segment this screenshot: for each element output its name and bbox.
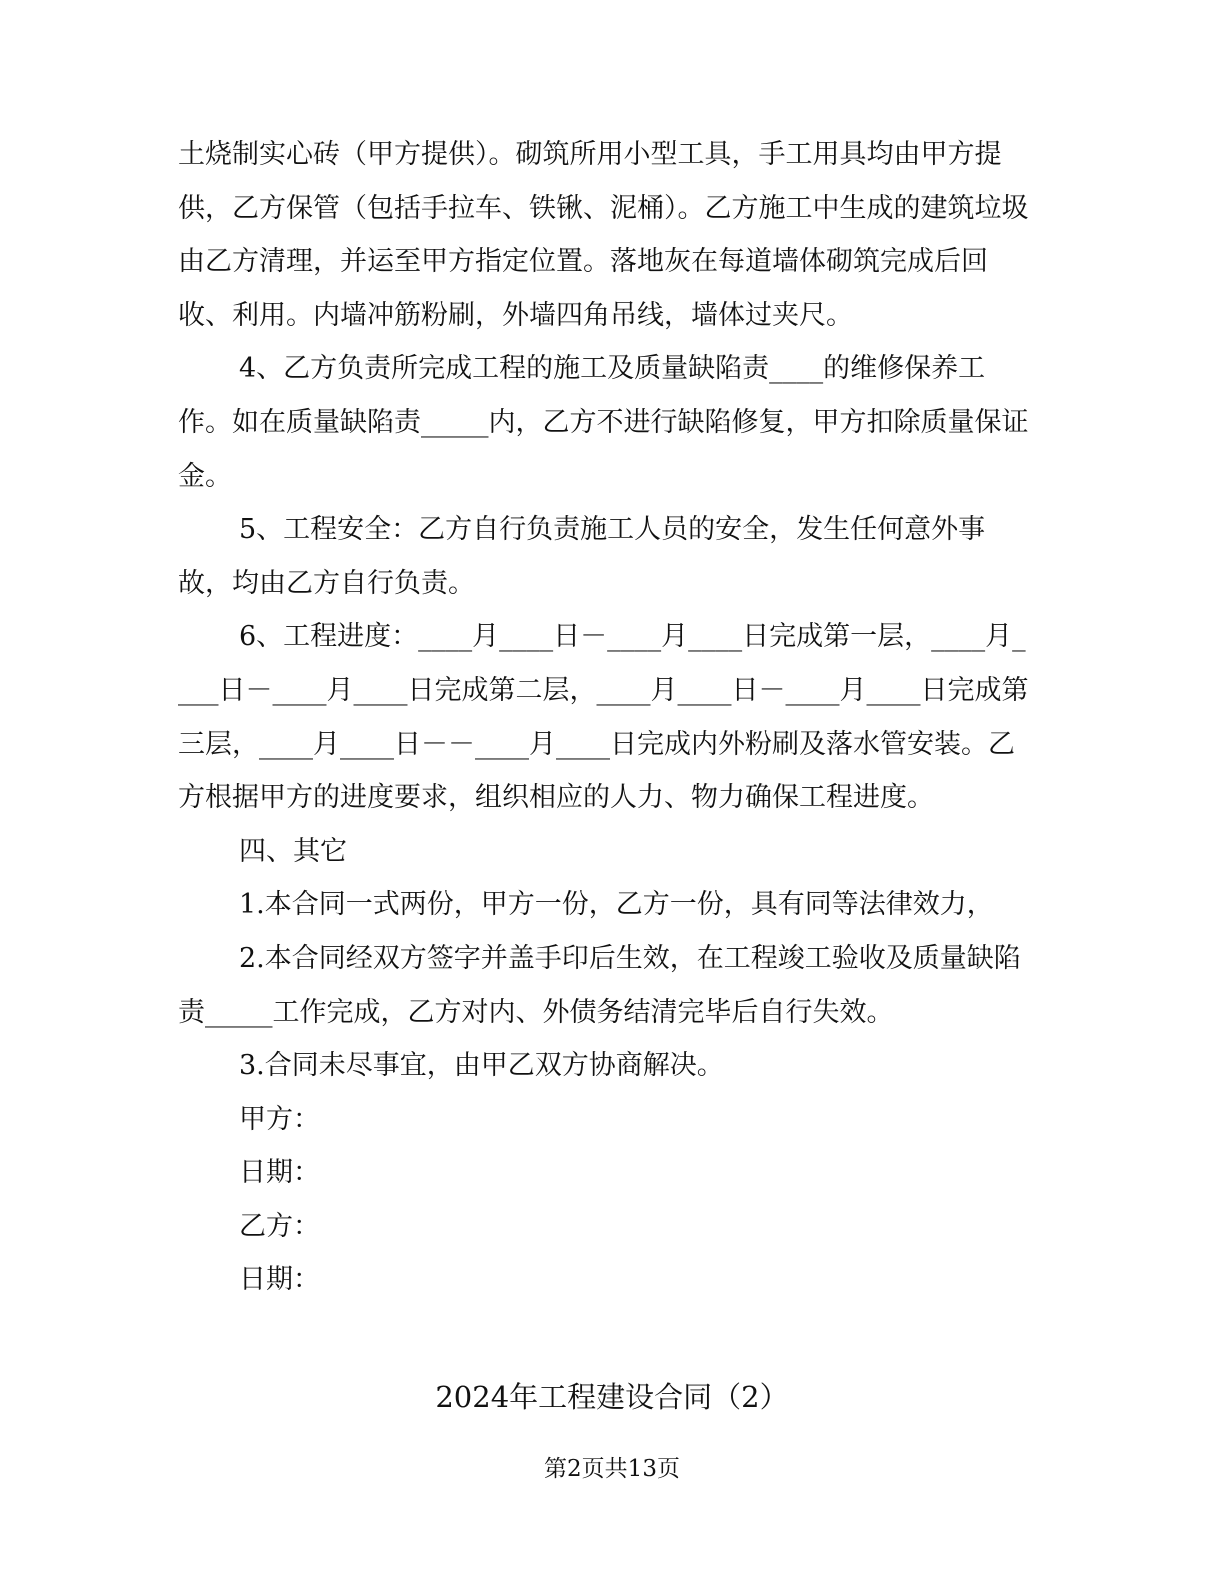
paragraph-clause-5-safety: 5、工程安全：乙方自行负责施工人员的安全，发生任何意外事故，均由乙方自行负责。 [178,514,986,599]
document-body [178,128,1030,1307]
paragraph-clause-6-schedule: 6、工程进度：____月____日－____月____日完成第一层，____月____日－____月____日完成第二层，____月____日－____月____日完成第三层，____月____日－－____月____日完成内外粉刷及落水管安装。乙方根据甲方的进度要求，组织相应的人力、物力确保工程进度。 [178,621,1029,814]
signature-date-a: 日期： [239,1157,320,1189]
signature-party-b: 乙方： [239,1210,320,1242]
signature-party-a: 甲方： [239,1103,320,1135]
paragraph-materials-continued: 土烧制实心砖（甲方提供）。砌筑所用小型工具，手工用具均由甲方提供，乙方保管（包括手拉车、铁锹、泥桶）。乙方施工中生成的建筑垃圾由乙方清理，并运至甲方指定位置。落地灰在每道墙体砌筑完成后回收、利用。内墙冲筋粉刷，外墙四角吊线，墙体过夹尺。 [178,139,1029,331]
paragraph-other-2: 2.本合同经双方签字并盖手印后生效，在工程竣工验收及质量缺陷责_____工作完成，乙方对内、外债务结清完毕后自行失效。 [178,942,1021,1028]
section-heading-other: 四、其它 [239,835,347,867]
paragraph-other-1: 1.本合同一式两份，甲方一份，乙方一份，具有同等法律效力， [239,889,994,921]
signature-date-b: 日期： [239,1264,320,1296]
paragraph-other-3: 3.合同未尽事宜，由甲乙双方协商解决。 [239,1050,724,1082]
paragraph-clause-4-maintenance: 4、乙方负责所完成工程的施工及质量缺陷责____的维修保养工作。如在质量缺陷责_____内，乙方不进行缺陷修复，甲方扣除质量保证金。 [178,353,1029,492]
page-number-footer: 第2页共13页 [544,1456,680,1482]
next-document-title: 2024年工程建设合同（2） [435,1380,789,1414]
